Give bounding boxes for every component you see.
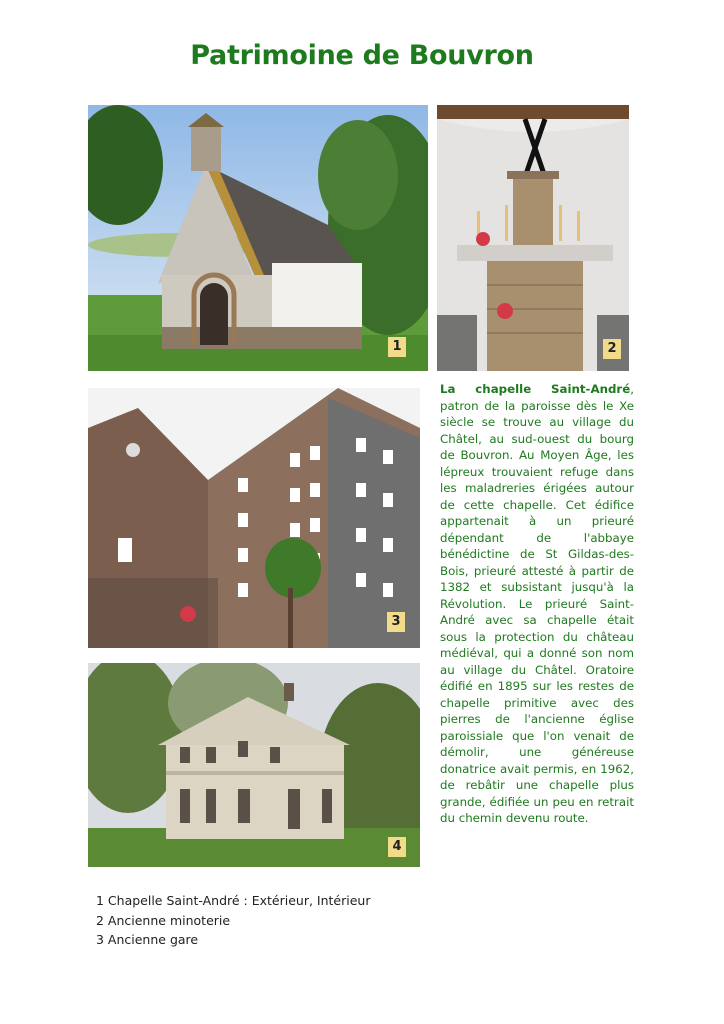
- caption-item: 3 Ancienne gare: [96, 932, 199, 947]
- photo-flour-mill: [88, 388, 420, 648]
- chapel-exterior-illustration: [88, 105, 428, 371]
- flour-mill-illustration: [88, 388, 420, 648]
- photo-chapel-exterior: [88, 105, 428, 371]
- photo-old-station: [88, 663, 420, 867]
- page-title: Patrimoine de Bouvron: [190, 40, 534, 71]
- article-body: , patron de la paroisse dès le Xe siècle se trouve au village du Châtel, au sud-ouest du bourg de Bouvron. Au Moyen Âge, les lépreux trouvaient refuge dans les maladreries érigées autour de cette chapelle. Cet édifice appartenait à un prieuré dépendant de l'abbaye bénédictine de St Gildas-des-Bois, prieuré attesté à partir de 1382 et subsistant jusqu'à la Révolution. Le prieuré Saint-André avec sa chapelle était sous la protection du château médiéval, qui a donné son nom au village du Châtel. Oratoire édifié en 1895 sur les restes de chapelle primitive avec des pierres de l'ancienne église paroissiale que l'on venait de démolir, une généreuse donatrice avait permis, en 1962, de rebâtir une chapelle plus grande, édifiée un peu en retrait du chemin devenu route.: [440, 382, 634, 825]
- photo-number-badge: 1: [388, 337, 406, 357]
- caption-item: 1 Chapelle Saint-André : Extérieur, Intérieur: [96, 893, 371, 908]
- old-station-illustration: [88, 663, 420, 867]
- photo-chapel-interior: [437, 105, 629, 371]
- photo-number-badge: 2: [603, 339, 621, 359]
- caption-item: 2 Ancienne minoterie: [96, 912, 231, 928]
- chapel-interior-illustration: [437, 105, 629, 371]
- photo-number-badge: 4: [388, 837, 406, 857]
- photo-number-badge: 3: [387, 612, 405, 632]
- photo-captions: [96, 891, 370, 950]
- article-text: [440, 381, 634, 827]
- article-lead: La chapelle Saint-André: [440, 382, 631, 396]
